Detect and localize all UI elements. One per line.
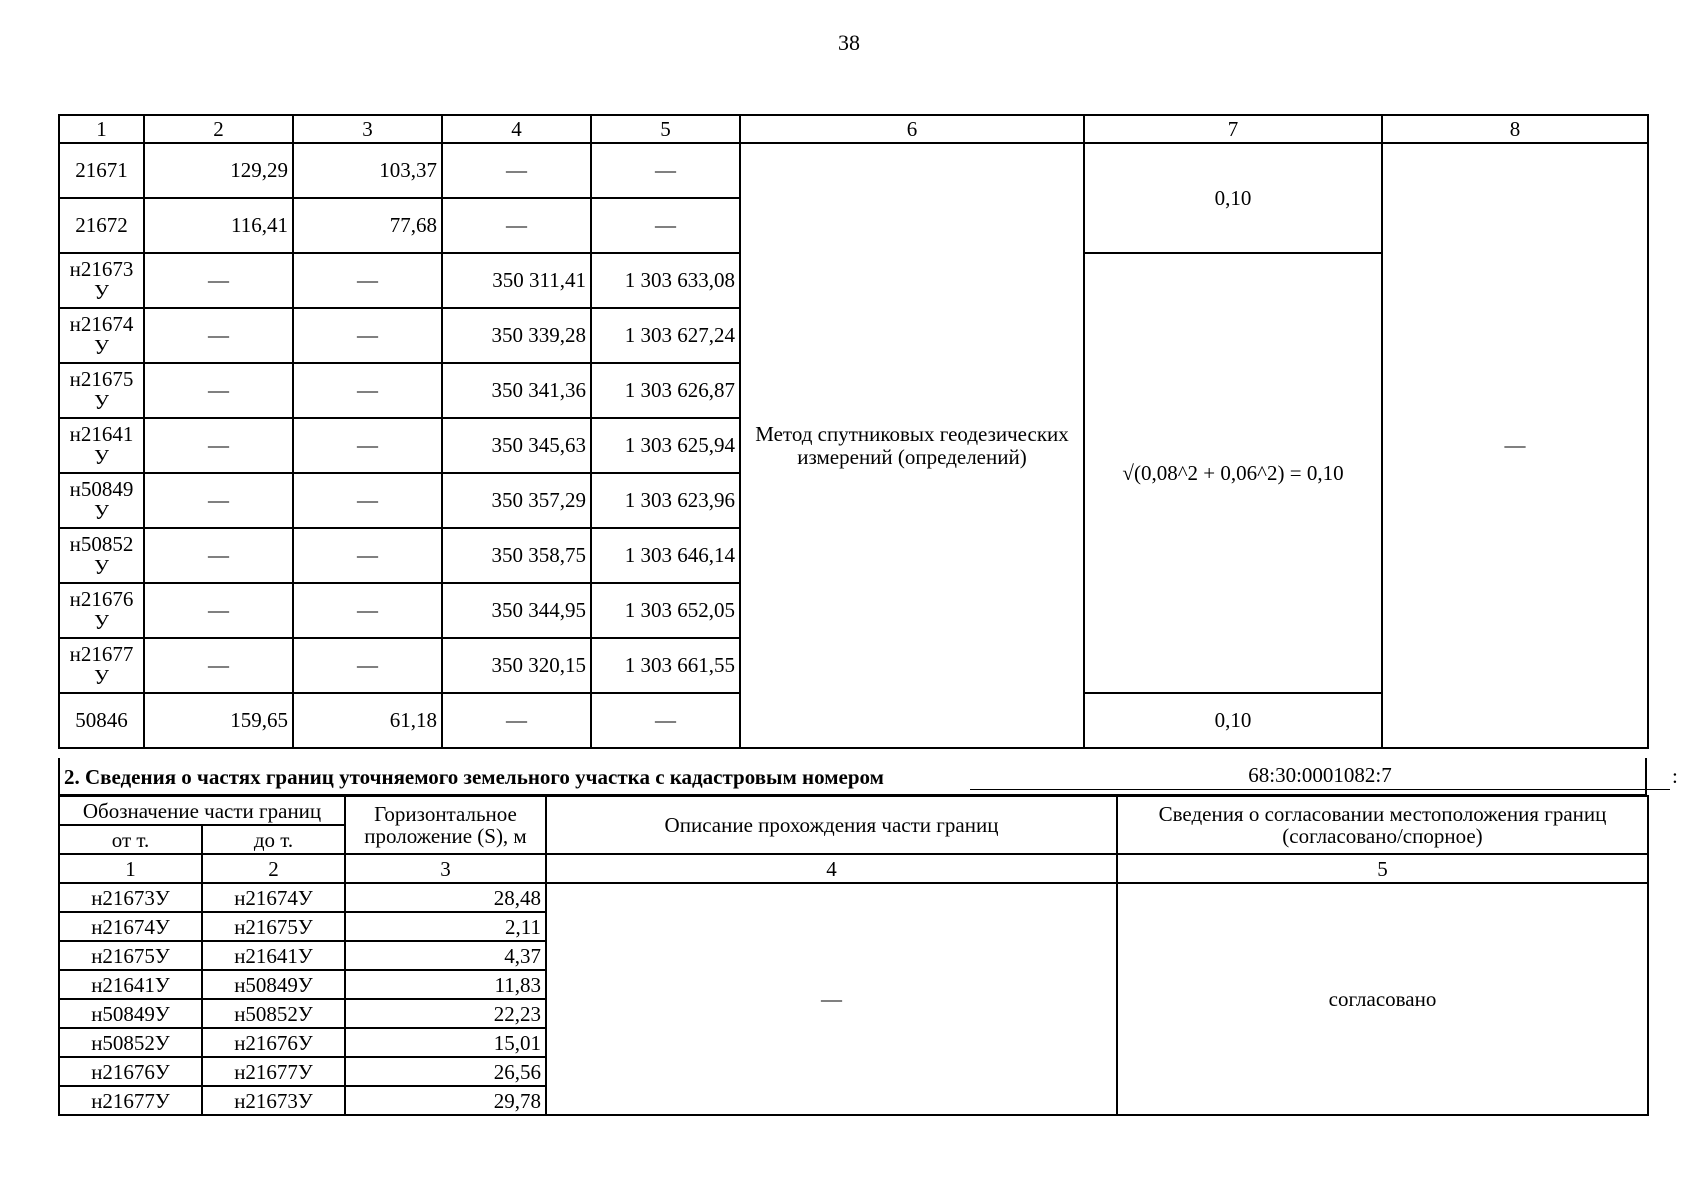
colon: : [1672,764,1678,788]
table-header-row [59,796,1648,825]
distance-cell: 29,78 [345,1086,546,1115]
col4-cell: 350 357,29 [442,473,591,528]
header-from: от т. [59,825,202,854]
from-point-cell: н50852У [59,1028,202,1057]
point-id-cell: 21672 [59,198,144,253]
point-id-cell: 21671 [59,143,144,198]
point-id-cell: н21675 У [59,363,144,418]
table-row [59,143,1648,198]
column-number: 7 [1084,115,1382,143]
header-description: Описание прохождения части границ [546,796,1117,854]
col3-cell: — [293,253,442,308]
from-point-cell: н21673У [59,883,202,912]
distance-cell: 22,23 [345,999,546,1028]
col5-cell: 1 303 625,94 [591,418,740,473]
column-number: 1 [59,115,144,143]
column-number: 6 [740,115,1084,143]
header-agreement: Сведения о согласовании местоположения границ (согласовано/спорное) [1117,796,1648,854]
col3-cell: — [293,363,442,418]
from-point-cell: н21675У [59,941,202,970]
col5-cell: — [591,143,740,198]
col5-cell: 1 303 661,55 [591,638,740,693]
boundary-parts-table [58,795,1649,1116]
distance-cell: 28,48 [345,883,546,912]
column-number-row [59,854,1648,883]
col4-cell: 350 358,75 [442,528,591,583]
table-header-row [59,115,1648,143]
point-id-cell: н21677 У [59,638,144,693]
point-id-cell: н21674 У [59,308,144,363]
col5-cell: 1 303 626,87 [591,363,740,418]
header-distance: Горизонтальное проложение (S), м [345,796,546,854]
col4-cell: 350 344,95 [442,583,591,638]
col4-cell: 350 320,15 [442,638,591,693]
from-point-cell: н21641У [59,970,202,999]
page-number: 38 [838,30,860,55]
to-point-cell: н21676У [202,1028,345,1057]
to-point-cell: н21674У [202,883,345,912]
col2-cell: 129,29 [144,143,293,198]
col4-cell: — [442,693,591,748]
col2-cell: — [144,308,293,363]
col3-cell: 77,68 [293,198,442,253]
col3-cell: — [293,308,442,363]
col3-cell: — [293,638,442,693]
from-point-cell: н50849У [59,999,202,1028]
col3-cell: 103,37 [293,143,442,198]
col2-cell: 116,41 [144,198,293,253]
col3-cell: — [293,418,442,473]
to-point-cell: н21677У [202,1057,345,1086]
to-point-cell: н21675У [202,912,345,941]
agreement-cell: согласовано [1117,883,1648,1115]
col3-cell: — [293,528,442,583]
col2-cell: — [144,528,293,583]
accuracy-cell: 0,10 [1084,143,1382,253]
section-title: 2. Сведения о частях границ уточняемого земельного участка с кадастровым номером [64,765,884,789]
to-point-cell: н21641У [202,941,345,970]
col3-cell: 61,18 [293,693,442,748]
accuracy-cell: √(0,08^2 + 0,06^2) = 0,10 [1084,253,1382,693]
point-id-cell: н50849 У [59,473,144,528]
point-id-cell: н50852 У [59,528,144,583]
cadastral-number: 68:30:0001082:7 [970,763,1670,790]
col5-cell: — [591,693,740,748]
column-number: 1 [59,854,202,883]
distance-cell: 4,37 [345,941,546,970]
col4-cell: — [442,143,591,198]
col4-cell: 350 311,41 [442,253,591,308]
point-id-cell: 50846 [59,693,144,748]
point-id-cell: н21676 У [59,583,144,638]
header-part-designation: Обозначение части границ [59,796,345,825]
point-id-cell: н21641 У [59,418,144,473]
distance-cell: 11,83 [345,970,546,999]
table-row [59,883,1648,912]
col8-cell: — [1382,143,1648,748]
header-to: до т. [202,825,345,854]
col4-cell: — [442,198,591,253]
from-point-cell: н21674У [59,912,202,941]
from-point-cell: н21676У [59,1057,202,1086]
to-point-cell: н50852У [202,999,345,1028]
section-2-header [58,758,1678,796]
column-number: 2 [202,854,345,883]
from-point-cell: н21677У [59,1086,202,1115]
column-number: 5 [1117,854,1648,883]
col3-cell: — [293,473,442,528]
description-cell: — [546,883,1117,1115]
distance-cell: 26,56 [345,1057,546,1086]
col5-cell: — [591,198,740,253]
col2-cell: — [144,638,293,693]
col2-cell: — [144,583,293,638]
to-point-cell: н50849У [202,970,345,999]
col4-cell: 350 345,63 [442,418,591,473]
col2-cell: — [144,418,293,473]
coordinates-table [58,114,1649,749]
accuracy-cell: 0,10 [1084,693,1382,748]
distance-cell: 15,01 [345,1028,546,1057]
col4-cell: 350 341,36 [442,363,591,418]
column-number: 4 [442,115,591,143]
to-point-cell: н21673У [202,1086,345,1115]
column-number: 4 [546,854,1117,883]
method-cell: Метод спутниковых геодезических измерений (определений) [740,143,1084,748]
col5-cell: 1 303 627,24 [591,308,740,363]
col2-cell: 159,65 [144,693,293,748]
point-id-cell: н21673 У [59,253,144,308]
column-number: 2 [144,115,293,143]
col2-cell: — [144,253,293,308]
column-number: 8 [1382,115,1648,143]
col5-cell: 1 303 623,96 [591,473,740,528]
column-number: 3 [293,115,442,143]
col4-cell: 350 339,28 [442,308,591,363]
col3-cell: — [293,583,442,638]
col5-cell: 1 303 633,08 [591,253,740,308]
col5-cell: 1 303 646,14 [591,528,740,583]
col2-cell: — [144,363,293,418]
column-number: 3 [345,854,546,883]
column-number: 5 [591,115,740,143]
col5-cell: 1 303 652,05 [591,583,740,638]
distance-cell: 2,11 [345,912,546,941]
col2-cell: — [144,473,293,528]
